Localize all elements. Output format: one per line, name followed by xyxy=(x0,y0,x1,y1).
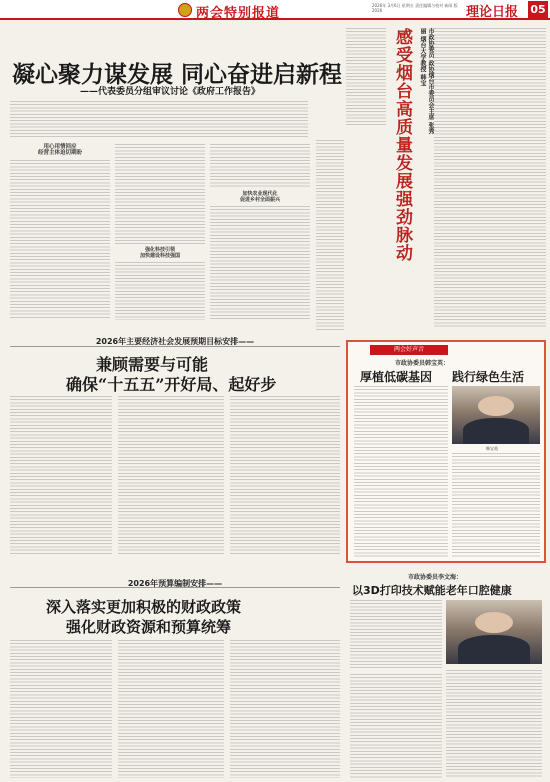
column3-text-top xyxy=(210,144,310,188)
column3-text-bottom xyxy=(210,206,310,320)
voice-photo xyxy=(452,386,540,444)
left-column-title-line2: 经营主体迫切期盼 xyxy=(37,150,82,156)
story2-text-col1 xyxy=(10,396,112,556)
story3-headline1: 深入落实更加积极的财政政策 xyxy=(46,598,242,616)
lead-intro-text xyxy=(10,101,308,139)
story2-text-col3 xyxy=(230,396,340,556)
left-column-title xyxy=(10,144,110,156)
vertical-story-text-a xyxy=(346,28,386,126)
voice-photo-caption: 韩宝英 xyxy=(486,446,498,451)
story3-kicker: 2026年预算编制安排—— xyxy=(127,579,223,588)
photo-body xyxy=(463,418,530,444)
voice-tag: 两会好声音 xyxy=(370,345,448,355)
vertical-story-title: 感受烟台高质量发展强劲脉动 xyxy=(392,28,412,262)
side-text-top xyxy=(350,600,442,670)
story2-kicker: 2026年主要经济社会发展预期目标安排—— xyxy=(95,337,255,346)
story3-text-col3 xyxy=(230,640,340,778)
left-column-title-line1: 用心用情回应 xyxy=(43,144,77,150)
column3-title-line2: 促进乡村全面振兴 xyxy=(239,197,280,203)
side-headline: 以3D打印技术赋能老年口腔健康 xyxy=(352,584,512,597)
emblem-icon xyxy=(178,3,192,17)
side-text-col2 xyxy=(446,670,542,778)
vertical-story-subtitle: 市政协委员 政协烟台市委员会主席 张秀丽 烟台大学教授 韩宝 xyxy=(419,28,434,135)
column2-text-top xyxy=(115,144,205,244)
side-kicker: 市政协委员李文海： xyxy=(408,574,463,581)
newspaper-name: 理论日报 xyxy=(466,5,519,20)
photo-face xyxy=(478,396,513,416)
side-photo xyxy=(446,600,542,664)
story2-text-col2 xyxy=(118,396,224,556)
voice-headline-right: 践行绿色生活 xyxy=(452,370,525,384)
column2-title xyxy=(115,247,205,259)
vertical-story-text-b xyxy=(434,28,546,328)
section-title: 两会特别报道 xyxy=(196,6,281,21)
voice-text-left xyxy=(354,386,448,558)
side-text-col1 xyxy=(350,674,442,778)
story3-text-col1 xyxy=(10,640,112,778)
story3-text-col2 xyxy=(118,640,224,778)
column2-title-line1: 强化科技引领 xyxy=(144,247,175,253)
story3-headline2: 强化财政资源和预算统筹 xyxy=(66,618,232,636)
column2-text-bottom xyxy=(115,262,205,320)
story2-headline1: 兼顾需要与可能 xyxy=(96,355,209,374)
column2-title-line2: 加快建设科技强国 xyxy=(139,253,180,259)
story2-headline2: 确保“十五五”开好局、起好步 xyxy=(66,375,277,394)
page-header xyxy=(0,0,550,20)
lead-headline: 凝心聚力谋发展 同心奋进启新程 xyxy=(12,62,343,88)
voice-headline-left: 厚植低碳基因 xyxy=(360,370,433,384)
voice-text-right xyxy=(452,453,540,558)
lead-subhead: ——代表委员分组审议讨论《政府工作报告》 xyxy=(80,87,261,97)
page-number: 05 xyxy=(528,1,548,18)
column3-title-line1: 加快农业现代化 xyxy=(242,191,278,197)
side-photo-face xyxy=(475,612,513,634)
left-column-text xyxy=(10,160,110,320)
side-photo-body xyxy=(458,635,531,664)
column3-title xyxy=(210,191,310,203)
issue-meta: 2026年 3月6日 星期五 责任编辑与校对 新闻 版 2026 xyxy=(372,3,458,13)
vertical-story-text-c xyxy=(316,140,344,330)
voice-kicker: 市政协委员韩宝英： xyxy=(395,360,450,367)
